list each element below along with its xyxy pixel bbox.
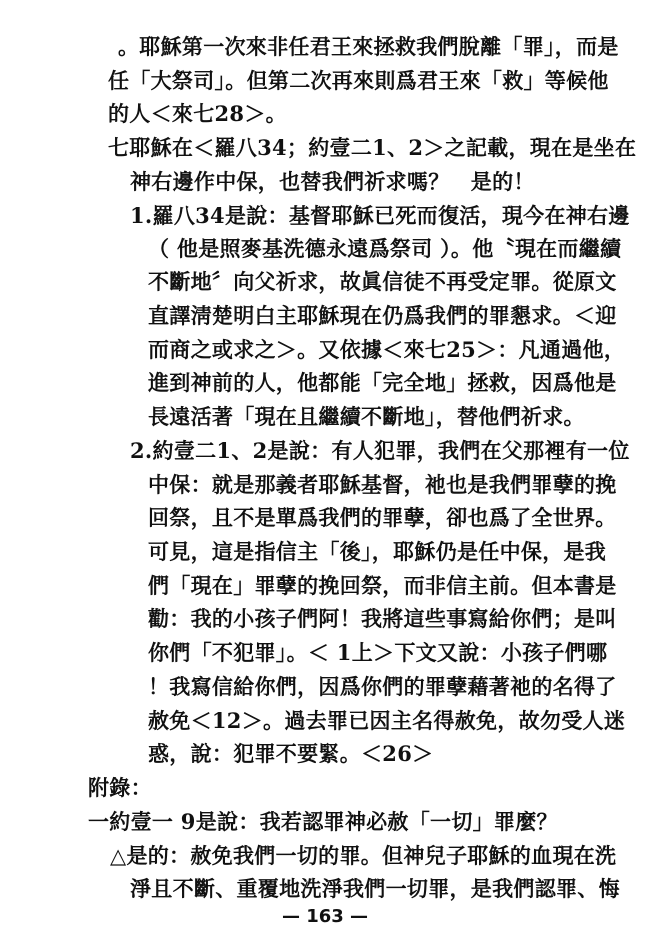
text-line-16: 可見，這是指信主「後」，耶穌仍是任中保，是我 bbox=[148, 539, 607, 564]
text-line-11: 進到神前的人，他都能「完全地」拯救，因爲他是 bbox=[148, 370, 617, 395]
text-line-5: 神右邊作中保，也替我們祈求嗎？ 是的！ bbox=[130, 169, 535, 194]
text-line-25: △是的：赦免我們一切的罪。但神兒子耶穌的血現在洗 bbox=[110, 843, 617, 868]
text-line-2: 任「大祭司」。但第二次再來則爲君王來「救」等候他 bbox=[108, 68, 609, 93]
text-line-15: 回祭，且不是單爲我們的罪孽，卻也爲了全世界。 bbox=[148, 505, 617, 530]
text-line-18: 勸：我的小孩子們阿！我將這些事寫給你們；是叫 bbox=[148, 606, 617, 631]
text-line-12: 長遠活著「現在且繼續不斷地」，替他們祈求。 bbox=[148, 404, 585, 429]
text-line-1: 。耶穌第一次來非任君王來拯救我們脫離「罪」，而是 bbox=[118, 34, 619, 59]
text-line-7: （ 他是照麥基洗德永遠爲祭司 ）。他〝現在而繼續 bbox=[148, 236, 622, 261]
text-line-4: 七耶穌在＜羅八34；約壹二1、2＞之記載，現在是坐在 bbox=[108, 135, 637, 160]
text-line-17: 們「現在」罪孽的挽回祭，而非信主前。但本書是 bbox=[148, 573, 617, 598]
text-line-20: ！我寫信給你們，因爲你們的罪孽藉著祂的名得了 bbox=[148, 674, 617, 699]
text-line-10: 而商之或求之＞。又依據＜來七25＞：凡通過他， bbox=[148, 337, 626, 362]
text-line-9: 直譯淸楚明白主耶穌現在仍爲我們的罪懇求。＜迎 bbox=[148, 303, 617, 328]
text-line-6: 1.羅八34是說：基督耶穌已死而復活，現今在神右邊 bbox=[130, 203, 630, 228]
text-line-3: 的人＜來七28＞。 bbox=[108, 101, 287, 126]
text-line-24: 一約壹一 9是說：我若認罪神必赦「一切」罪麼？ bbox=[88, 809, 558, 834]
text-line-22: 惑，說：犯罪不要緊。＜26＞ bbox=[148, 741, 434, 766]
text-line-8: 不斷地〞向父祈求，故眞信徒不再受定罪。從原文 bbox=[148, 269, 617, 294]
text-line-13: 2.約壹二1、2是說：有人犯罪，我們在父那裡有一位 bbox=[130, 438, 630, 463]
text-line-14: 中保：就是那義者耶穌基督，祂也是我們罪孽的挽 bbox=[148, 472, 617, 497]
text-line-26: 淨且不斷、重覆地洗淨我們一切罪，是我們認罪、悔 bbox=[130, 876, 620, 901]
appendix-heading: 附錄： bbox=[88, 775, 152, 800]
page-number: — 163 — bbox=[281, 906, 369, 927]
text-line-19: 你們「不犯罪」。＜ 1上＞下文又說：小孩子們哪 bbox=[148, 640, 608, 665]
text-line-21: 赦免＜12＞。過去罪已因主名得赦免，故勿受人迷 bbox=[148, 708, 626, 733]
